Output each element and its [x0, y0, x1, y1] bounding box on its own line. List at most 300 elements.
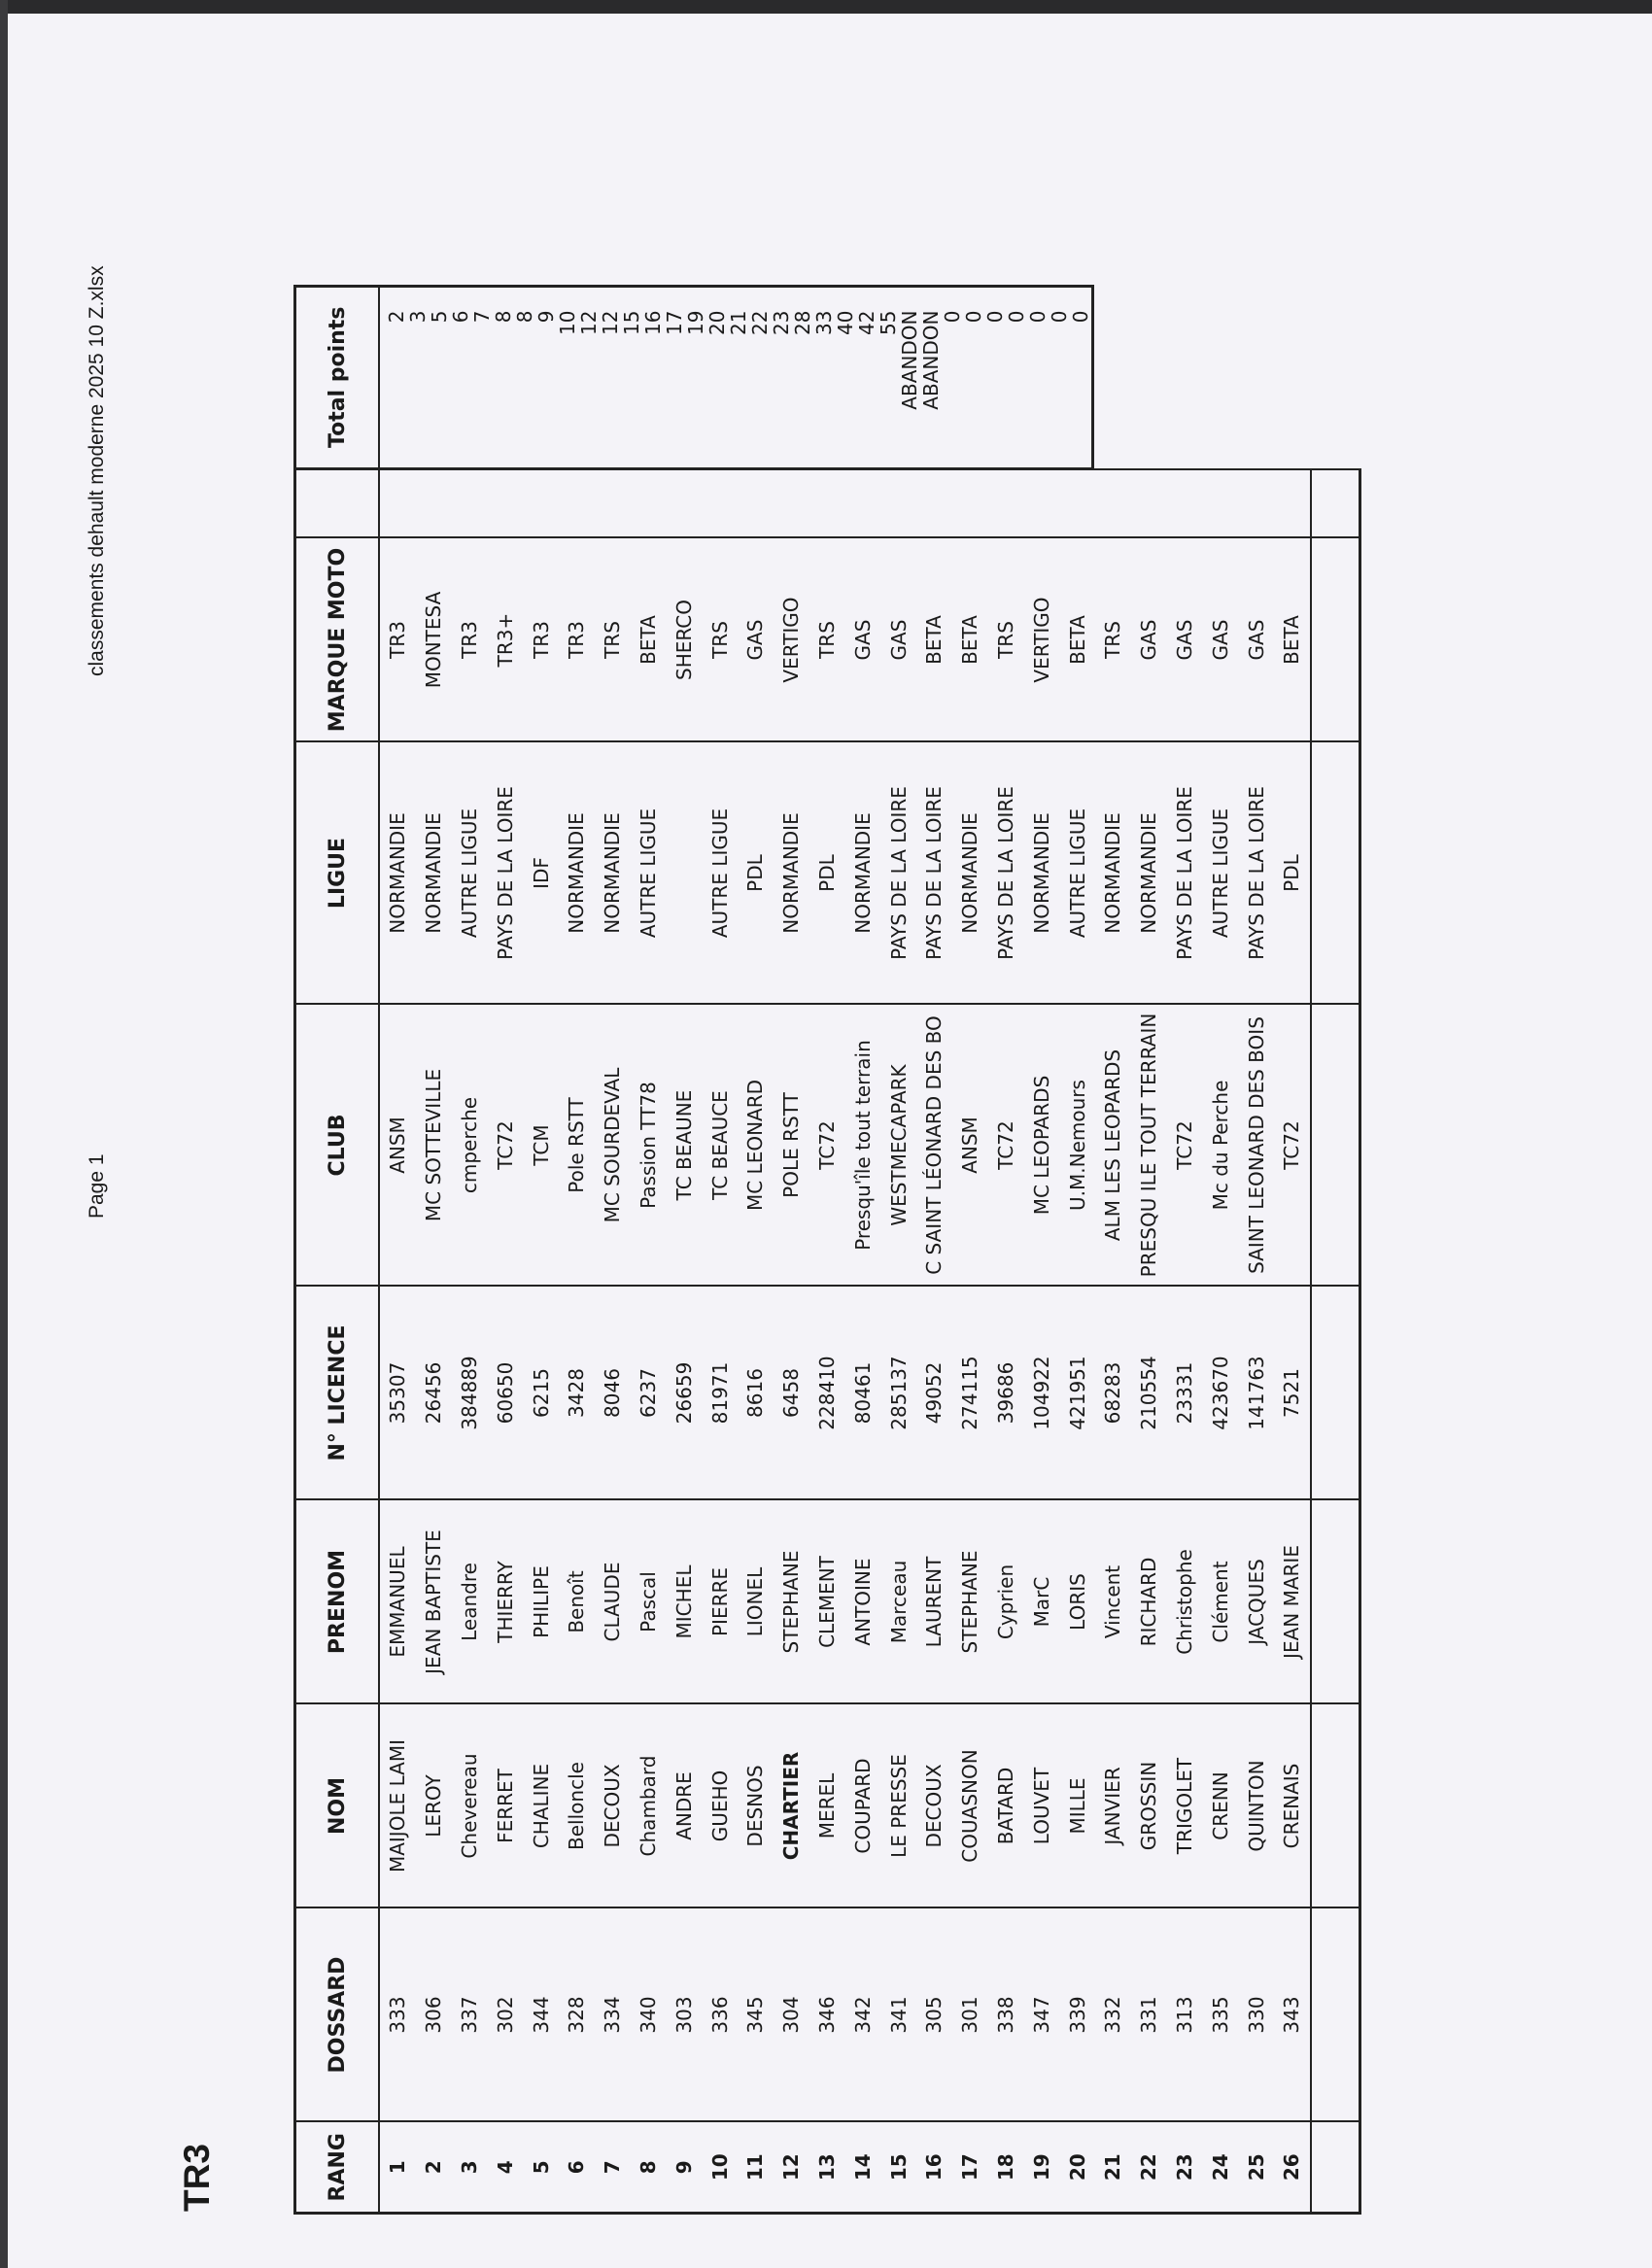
points-row	[899, 286, 920, 468]
table-cell: CHARTIER	[774, 1704, 809, 1908]
table-cell: 228410	[809, 1287, 845, 1500]
points-cell: 0	[1026, 310, 1050, 324]
table-cell: 8046	[595, 1287, 631, 1500]
points-cell: 12	[577, 310, 601, 335]
table-cell	[1274, 470, 1311, 538]
rank-cell: 19	[1023, 2122, 1059, 2214]
table-cell: CRENAIS	[1274, 1704, 1311, 1908]
points-cell: 20	[706, 310, 729, 335]
table-cell: TC72	[1274, 1005, 1311, 1287]
points-row	[429, 286, 450, 468]
table-cell: MONTESA	[416, 538, 452, 742]
table-cell: NORMANDIE	[1023, 742, 1059, 1005]
col-header: DOSSARD	[295, 1908, 380, 2122]
table-row	[452, 470, 488, 2214]
rank-cell: 4	[487, 2122, 523, 2214]
col-header-empty	[295, 470, 380, 538]
file-name: classements dehault moderne 2025 10 Z.xlsx	[86, 265, 108, 676]
points-cell: 21	[727, 310, 750, 335]
table-cell: IDF	[523, 742, 559, 1005]
table-cell: Leandre	[452, 1500, 488, 1704]
table-cell	[452, 470, 488, 538]
points-row	[706, 286, 728, 468]
table-cell: AUTRE LIGUE	[452, 742, 488, 1005]
table-cell: LIONEL	[738, 1500, 774, 1704]
points-row	[792, 286, 813, 468]
table-cell: PIERRE	[702, 1500, 738, 1704]
table-cell	[523, 470, 559, 538]
table-cell: VERTIGO	[774, 538, 809, 742]
table-cell: 7521	[1274, 1287, 1311, 1500]
table-cell: PDL	[1274, 742, 1311, 1005]
table-cell: TRS	[988, 538, 1024, 742]
table-cell: TC72	[1167, 1005, 1203, 1287]
table-cell: 340	[631, 1908, 667, 2122]
table-cell: Christophe	[1167, 1500, 1203, 1704]
table-cell: MILLE	[1059, 1704, 1095, 1908]
table-cell: PAYS DE LA LOIRE	[1167, 742, 1203, 1005]
points-row	[450, 286, 471, 468]
points-header: Total points	[295, 286, 380, 468]
table-cell: 305	[916, 1908, 952, 2122]
table-cell: MC SOTTEVILLE	[416, 1005, 452, 1287]
points-cell: 0	[1005, 310, 1028, 324]
table-cell: CRENN	[1202, 1704, 1238, 1908]
points-cell: 40	[834, 310, 857, 335]
table-row	[916, 470, 952, 2214]
table-cell	[1023, 470, 1059, 538]
table-cell: 80461	[844, 1287, 880, 1500]
rank-cell: 2	[416, 2122, 452, 2214]
table-cell: 304	[774, 1908, 809, 2122]
table-cell: NORMANDIE	[595, 742, 631, 1005]
points-cell: 15	[620, 310, 643, 335]
table-cell	[952, 470, 988, 538]
rank-cell: 16	[916, 2122, 952, 2214]
table-row	[774, 470, 809, 2214]
table-cell: Clément	[1202, 1500, 1238, 1704]
table-cell: AUTRE LIGUE	[702, 742, 738, 1005]
table-cell: STEPHANE	[774, 1500, 809, 1704]
table-cell: Vincent	[1095, 1500, 1131, 1704]
table-cell: GAS	[1202, 538, 1238, 742]
points-cell: 33	[812, 310, 836, 335]
table-cell: 26659	[666, 1287, 702, 1500]
table-cell: TR3	[452, 538, 488, 742]
col-header: NOM	[295, 1704, 380, 1908]
rank-cell: 20	[1059, 2122, 1095, 2214]
table-cell: GAS	[1131, 538, 1167, 742]
table-cell: MAIJOLE LAMI	[379, 1704, 416, 1908]
table-cell	[1238, 470, 1274, 538]
table-cell: Benoît	[559, 1500, 595, 1704]
table-row	[416, 470, 452, 2214]
table-cell	[988, 470, 1024, 538]
col-header: N° LICENCE	[295, 1287, 380, 1500]
table-cell	[666, 470, 702, 538]
table-cell	[844, 470, 880, 538]
points-cell: 3	[406, 310, 430, 324]
table-cell: PAYS DE LA LOIRE	[916, 742, 952, 1005]
table-cell: 60650	[487, 1287, 523, 1500]
table-cell: AUTRE LIGUE	[631, 742, 667, 1005]
table-cell: TC72	[487, 1005, 523, 1287]
table-cell: 337	[452, 1908, 488, 2122]
table-cell: NORMANDIE	[1131, 742, 1167, 1005]
table-cell: NORMANDIE	[416, 742, 452, 1005]
table-cell: STEPHANE	[952, 1500, 988, 1704]
table-cell: 423670	[1202, 1287, 1238, 1500]
table-cell: 332	[1095, 1908, 1131, 2122]
table-cell: NORMANDIE	[844, 742, 880, 1005]
points-cell: 28	[791, 310, 814, 335]
points-row	[878, 286, 899, 468]
points-row	[963, 286, 984, 468]
table-cell: 345	[738, 1908, 774, 2122]
table-cell: 302	[487, 1908, 523, 2122]
table-cell	[379, 470, 416, 538]
table-cell: DECOUX	[916, 1704, 952, 1908]
table-cell: Passion TT78	[631, 1005, 667, 1287]
table-cell: 313	[1167, 1908, 1203, 2122]
table-cell: 6458	[774, 1287, 809, 1500]
table-cell: cmperche	[452, 1005, 488, 1287]
table-footer-row	[1311, 470, 1360, 2214]
table-cell: RICHARD	[1131, 1500, 1167, 1704]
table-cell: BETA	[631, 538, 667, 742]
table-cell: CHALINE	[523, 1704, 559, 1908]
table-cell: 81971	[702, 1287, 738, 1500]
table-row	[666, 470, 702, 2214]
table-cell: MICHEL	[666, 1500, 702, 1704]
table-row	[1274, 470, 1311, 2214]
table-body	[379, 470, 1311, 2214]
rank-cell: 11	[738, 2122, 774, 2214]
table-cell: ANTOINE	[844, 1500, 880, 1704]
rank-cell: 13	[809, 2122, 845, 2214]
table-cell: Chevereau	[452, 1704, 488, 1908]
table-cell: TRS	[702, 538, 738, 742]
rank-cell: 9	[666, 2122, 702, 2214]
rank-cell: 21	[1095, 2122, 1131, 2214]
points-cell: ABANDON	[898, 310, 921, 410]
table-row	[1023, 470, 1059, 2214]
page-number: Page 1	[86, 1153, 108, 1219]
table-row	[595, 470, 631, 2214]
table-cell: AUTRE LIGUE	[1059, 742, 1095, 1005]
table-cell: PDL	[738, 742, 774, 1005]
table-cell: 384889	[452, 1287, 488, 1500]
rank-cell: 10	[702, 2122, 738, 2214]
points-cell: 2	[385, 310, 408, 324]
table-cell: 306	[416, 1908, 452, 2122]
points-cell: 17	[663, 310, 686, 335]
table-row	[880, 470, 916, 2214]
table-cell: ALM LES LEOPARDS	[1095, 1005, 1131, 1287]
results-table	[293, 469, 1361, 2216]
table-cell	[1167, 470, 1203, 538]
table-cell: ANDRE	[666, 1704, 702, 1908]
rank-cell: 8	[631, 2122, 667, 2214]
table-cell: MC SOURDEVAL	[595, 1005, 631, 1287]
table-cell: 8616	[738, 1287, 774, 1500]
table-cell: PAYS DE LA LOIRE	[988, 742, 1024, 1005]
points-cell: 8	[513, 310, 536, 324]
table-row	[952, 470, 988, 2214]
table-cell: Mc du Perche	[1202, 1005, 1238, 1287]
table-cell	[559, 470, 595, 538]
points-row	[984, 286, 1006, 468]
table-row	[1202, 470, 1238, 2214]
points-cell: 12	[599, 310, 622, 335]
points-cell: 0	[962, 310, 985, 324]
table-cell: GAS	[880, 538, 916, 742]
table-row	[1167, 470, 1203, 2214]
table-cell: 35307	[379, 1287, 416, 1500]
table-row	[379, 470, 416, 2214]
points-row	[407, 286, 429, 468]
rank-cell: 17	[952, 2122, 988, 2214]
table-cell: 343	[1274, 1908, 1311, 2122]
table-row	[988, 470, 1024, 2214]
table-cell: PAYS DE LA LOIRE	[880, 742, 916, 1005]
category-title: TR3	[177, 2144, 217, 2212]
table-cell: THIERRY	[487, 1500, 523, 1704]
table-row	[844, 470, 880, 2214]
table-cell: TR3	[379, 538, 416, 742]
points-cell: 23	[770, 310, 793, 335]
table-row	[523, 470, 559, 2214]
points-cell: 42	[855, 310, 878, 335]
table-cell	[880, 470, 916, 538]
table-cell: C SAINT LÉONARD DES BO	[916, 1005, 952, 1287]
table-cell: VERTIGO	[1023, 538, 1059, 742]
table-cell: GAS	[1238, 538, 1274, 742]
table-cell: QUINTON	[1238, 1704, 1274, 1908]
table-cell: JEAN BAPTISTE	[416, 1500, 452, 1704]
rank-cell: 15	[880, 2122, 916, 2214]
rank-cell: 3	[452, 2122, 488, 2214]
table-cell: 344	[523, 1908, 559, 2122]
table-cell: LORIS	[1059, 1500, 1095, 1704]
table-cell: Belloncle	[559, 1704, 595, 1908]
table-cell	[1059, 470, 1095, 538]
points-row	[749, 286, 771, 468]
table-cell	[1095, 470, 1131, 538]
table-cell	[1131, 470, 1167, 538]
table-cell: 104922	[1023, 1287, 1059, 1500]
points-row	[856, 286, 878, 468]
points-cell: 9	[534, 310, 558, 324]
table-cell: AUTRE LIGUE	[1202, 742, 1238, 1005]
points-row	[1070, 286, 1093, 468]
table-cell: LE PRESSE	[880, 1704, 916, 1908]
table-cell: NORMANDIE	[559, 742, 595, 1005]
table-row	[1238, 470, 1274, 2214]
table-cell	[738, 470, 774, 538]
points-cell: ABANDON	[919, 310, 943, 410]
table-cell: BETA	[1059, 538, 1095, 742]
table-cell: 39686	[988, 1287, 1024, 1500]
table-cell: PRESQU ILE TOUT TERRAIN	[1131, 1005, 1167, 1287]
table-cell: EMMANUEL	[379, 1500, 416, 1704]
scanner-top-edge	[0, 0, 1652, 14]
points-row	[685, 286, 706, 468]
table-cell	[774, 470, 809, 538]
table-cell: 141763	[1238, 1287, 1274, 1500]
table-cell: 342	[844, 1908, 880, 2122]
points-row	[942, 286, 963, 468]
points-row	[493, 286, 514, 468]
table-cell: TC BEAUNE	[666, 1005, 702, 1287]
points-row	[920, 286, 942, 468]
points-cell: 0	[1048, 310, 1071, 324]
table-row	[487, 470, 523, 2214]
table-cell: 335	[1202, 1908, 1238, 2122]
points-body	[379, 286, 1093, 468]
points-cell: 55	[877, 310, 900, 335]
table-cell	[595, 470, 631, 538]
table-cell: TR3	[523, 538, 559, 742]
table-cell: 68283	[1095, 1287, 1131, 1500]
table-cell: MC LEONARD	[738, 1005, 774, 1287]
table-cell: 26456	[416, 1287, 452, 1500]
table-cell: BATARD	[988, 1704, 1024, 1908]
table-cell: COUASNON	[952, 1704, 988, 1908]
rank-cell: 26	[1274, 2122, 1311, 2214]
table-cell: CLEMENT	[809, 1500, 845, 1704]
points-row	[514, 286, 535, 468]
table-cell: LAURENT	[916, 1500, 952, 1704]
rank-cell: 23	[1167, 2122, 1203, 2214]
table-cell: 330	[1238, 1908, 1274, 2122]
table-cell: TRS	[1095, 538, 1131, 742]
table-cell: TC72	[988, 1005, 1024, 1287]
table-cell: Presqu'île tout terrain	[844, 1005, 880, 1287]
table-cell: TRS	[595, 538, 631, 742]
table-cell	[487, 470, 523, 538]
table-cell: GUEHO	[702, 1704, 738, 1908]
rank-cell: 18	[988, 2122, 1024, 2214]
table-row	[702, 470, 738, 2214]
table-cell: Cyprien	[988, 1500, 1024, 1704]
table-cell: PAYS DE LA LOIRE	[487, 742, 523, 1005]
table-cell: Marceau	[880, 1500, 916, 1704]
points-row	[1006, 286, 1027, 468]
table-cell: TRIGOLET	[1167, 1704, 1203, 1908]
table-cell: NORMANDIE	[1095, 742, 1131, 1005]
points-row	[578, 286, 600, 468]
col-header: LIGUE	[295, 742, 380, 1005]
table-cell	[416, 470, 452, 538]
table-row	[631, 470, 667, 2214]
points-row	[535, 286, 557, 468]
points-row	[771, 286, 792, 468]
table-cell: Chambard	[631, 1704, 667, 1908]
table-row	[809, 470, 845, 2214]
table-cell	[809, 470, 845, 538]
table-cell: 339	[1059, 1908, 1095, 2122]
table-cell: 338	[988, 1908, 1024, 2122]
table-row	[1131, 470, 1167, 2214]
col-header: CLUB	[295, 1005, 380, 1287]
rank-cell: 12	[774, 2122, 809, 2214]
table-cell: MEREL	[809, 1704, 845, 1908]
table-cell: 328	[559, 1908, 595, 2122]
table-cell: 331	[1131, 1908, 1167, 2122]
points-cell: 16	[641, 310, 665, 335]
rank-cell: 14	[844, 2122, 880, 2214]
table-cell: 334	[595, 1908, 631, 2122]
table-cell: 346	[809, 1908, 845, 2122]
points-cell: 10	[556, 310, 579, 335]
points-cell: 22	[748, 310, 772, 335]
table-cell: BETA	[916, 538, 952, 742]
table-cell: GAS	[844, 538, 880, 742]
scanned-page	[8, 14, 1652, 2268]
table-cell: SAINT LEONARD DES BOIS	[1238, 1005, 1274, 1287]
table-cell: 285137	[880, 1287, 916, 1500]
table-cell: 341	[880, 1908, 916, 2122]
points-row	[1049, 286, 1070, 468]
points-row	[1027, 286, 1049, 468]
points-row	[664, 286, 685, 468]
points-cell: 7	[470, 310, 494, 324]
table-cell: 303	[666, 1908, 702, 2122]
rank-cell: 5	[523, 2122, 559, 2214]
table-cell	[631, 470, 667, 538]
points-cell: 0	[1069, 310, 1092, 324]
table-cell: BETA	[952, 538, 988, 742]
table-cell: LEROY	[416, 1704, 452, 1908]
rank-cell: 25	[1238, 2122, 1274, 2214]
table-cell: 6215	[523, 1287, 559, 1500]
table-cell	[702, 470, 738, 538]
table-row	[1095, 470, 1131, 2214]
table-cell: COUPARD	[844, 1704, 880, 1908]
points-row	[621, 286, 642, 468]
table-cell: TR3+	[487, 538, 523, 742]
points-row	[600, 286, 621, 468]
points-row	[642, 286, 664, 468]
points-table	[293, 285, 1094, 470]
table-cell: JACQUES	[1238, 1500, 1274, 1704]
table-cell: DESNOS	[738, 1704, 774, 1908]
table-row	[1059, 470, 1095, 2214]
col-header: MARQUE MOTO	[295, 538, 380, 742]
table-cell: NORMANDIE	[774, 742, 809, 1005]
table-cell: POLE RSTT	[774, 1005, 809, 1287]
table-cell: NORMANDIE	[379, 742, 416, 1005]
table-row	[738, 470, 774, 2214]
table-cell: PDL	[809, 742, 845, 1005]
rank-cell: 7	[595, 2122, 631, 2214]
table-cell: GAS	[738, 538, 774, 742]
table-cell: TRS	[809, 538, 845, 742]
table-cell: 6237	[631, 1287, 667, 1500]
table-cell: SHERCO	[666, 538, 702, 742]
table-cell: 3428	[559, 1287, 595, 1500]
table-cell: 274115	[952, 1287, 988, 1500]
rank-cell: 1	[379, 2122, 416, 2214]
table-cell: 301	[952, 1908, 988, 2122]
table-row	[559, 470, 595, 2214]
points-cell: 6	[449, 310, 472, 324]
points-row	[728, 286, 749, 468]
table-cell: TC72	[809, 1005, 845, 1287]
table-cell: LOUVET	[1023, 1704, 1059, 1908]
table-cell: BETA	[1274, 538, 1311, 742]
